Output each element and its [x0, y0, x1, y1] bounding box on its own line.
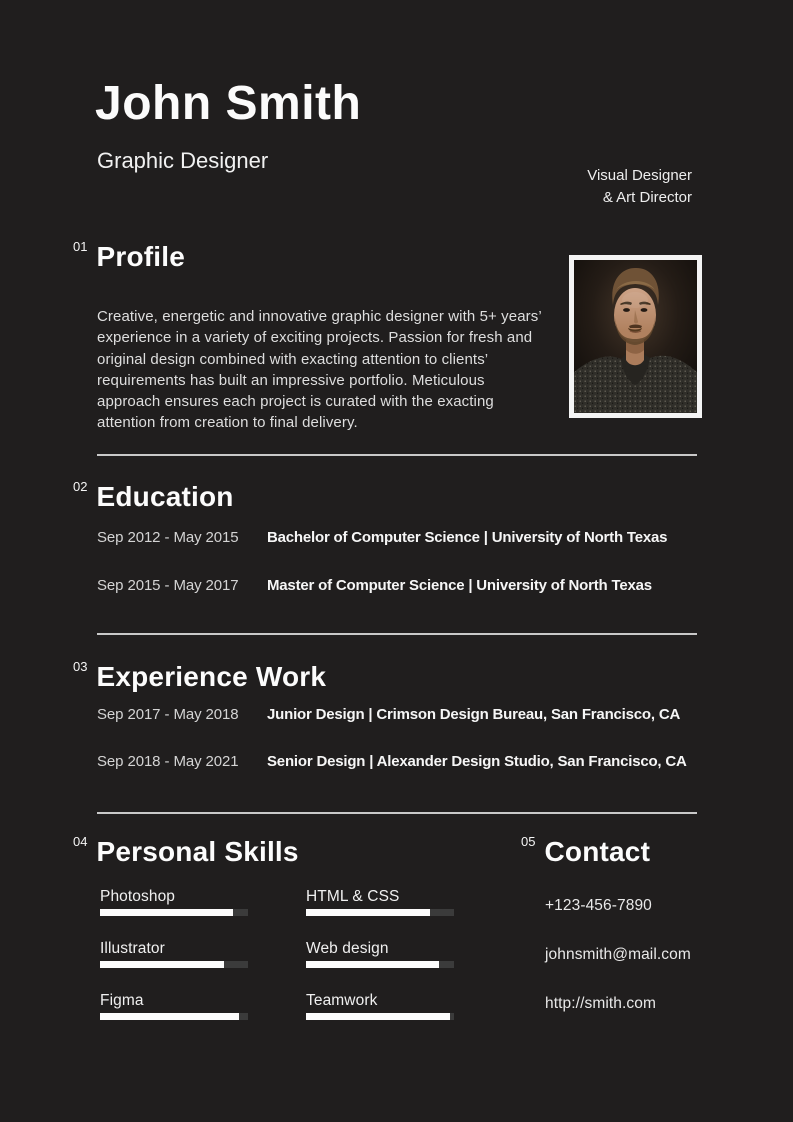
section-title-education: Education	[96, 481, 234, 512]
skill-bar-track	[306, 909, 454, 916]
skill-bar-track	[100, 961, 248, 968]
contact-list	[545, 896, 691, 1043]
experience-list	[97, 706, 737, 800]
skill-bar-track	[306, 1013, 454, 1020]
skill-bar-fill	[306, 1013, 450, 1020]
skill-item	[100, 991, 248, 1020]
section-number: 01	[73, 239, 88, 254]
contact-phone: +123-456-7890	[545, 897, 652, 914]
experience-dates: Sep 2018 - May 2021	[97, 753, 239, 770]
skill-bar-fill	[100, 909, 233, 916]
tagline-line-2: & Art Director	[602, 188, 692, 206]
section-header-experience	[73, 660, 326, 691]
section-title-experience: Experience Work	[96, 661, 327, 692]
experience-dates: Sep 2017 - May 2018	[97, 706, 239, 723]
skills-column-right	[306, 887, 454, 1043]
skill-bar-fill	[306, 909, 430, 916]
contact-email: johnsmith@mail.com	[545, 946, 691, 963]
education-list	[97, 529, 737, 625]
skill-label: HTML & CSS	[306, 888, 400, 905]
profile-text: Creative, energetic and innovative graphic designer with 5+ years’ experience in a variety of exciting projects. Passion for fresh and original design combined with exacting attention to clients’ requirements has built an impressive portfolio. Meticulous approach ensures each project is curated with the exacting attention from creation to final delivery.	[97, 308, 542, 432]
portrait-photo	[569, 255, 702, 418]
tagline-line-1: Visual Designer	[587, 167, 692, 184]
experience-position: Senior Design | Alexander Design Studio, San Francisco, CA	[267, 753, 687, 770]
section-title-contact: Contact	[544, 836, 651, 867]
section-header-contact	[521, 835, 650, 866]
experience-entry	[97, 753, 737, 772]
education-dates: Sep 2012 - May 2015	[97, 529, 239, 546]
portrait-illustration	[574, 260, 697, 413]
skill-item	[306, 991, 454, 1020]
tagline	[587, 165, 692, 208]
section-divider	[97, 812, 697, 814]
education-entry	[97, 577, 737, 596]
education-dates: Sep 2015 - May 2017	[97, 577, 239, 594]
experience-entry	[97, 706, 737, 725]
skill-bar-track	[100, 909, 248, 916]
section-number: 05	[521, 834, 536, 849]
experience-position: Junior Design | Crimson Design Bureau, San Francisco, CA	[267, 706, 681, 723]
skill-label: Photoshop	[100, 888, 176, 905]
skill-bar-track	[100, 1013, 248, 1020]
skill-label: Web design	[306, 940, 389, 957]
skill-item	[100, 887, 248, 916]
skill-item	[100, 939, 248, 968]
section-header-profile	[73, 240, 185, 271]
skill-label: Figma	[100, 992, 144, 1009]
contact-website: http://smith.com	[545, 995, 656, 1012]
section-number: 03	[73, 659, 88, 674]
skill-bar-track	[306, 961, 454, 968]
section-title-skills: Personal Skills	[96, 836, 299, 867]
person-job-title: Graphic Designer	[97, 148, 269, 173]
section-divider	[97, 633, 697, 635]
section-number: 02	[73, 479, 88, 494]
section-header-skills	[73, 835, 299, 866]
skill-item	[306, 887, 454, 916]
person-name: John Smith	[95, 77, 362, 130]
section-divider	[97, 454, 697, 456]
education-degree: Master of Computer Science | University of North Texas	[267, 577, 652, 594]
education-entry	[97, 529, 737, 548]
skill-bar-fill	[306, 961, 439, 968]
skill-bar-fill	[100, 1013, 239, 1020]
skill-item	[306, 939, 454, 968]
section-number: 04	[73, 834, 88, 849]
section-title-profile: Profile	[96, 241, 185, 272]
skill-label: Teamwork	[306, 992, 378, 1009]
skills-column-left	[100, 887, 248, 1043]
skill-label: Illustrator	[100, 940, 165, 957]
skill-bar-fill	[100, 961, 224, 968]
section-header-education	[73, 480, 234, 511]
education-degree: Bachelor of Computer Science | University of North Texas	[267, 529, 668, 546]
